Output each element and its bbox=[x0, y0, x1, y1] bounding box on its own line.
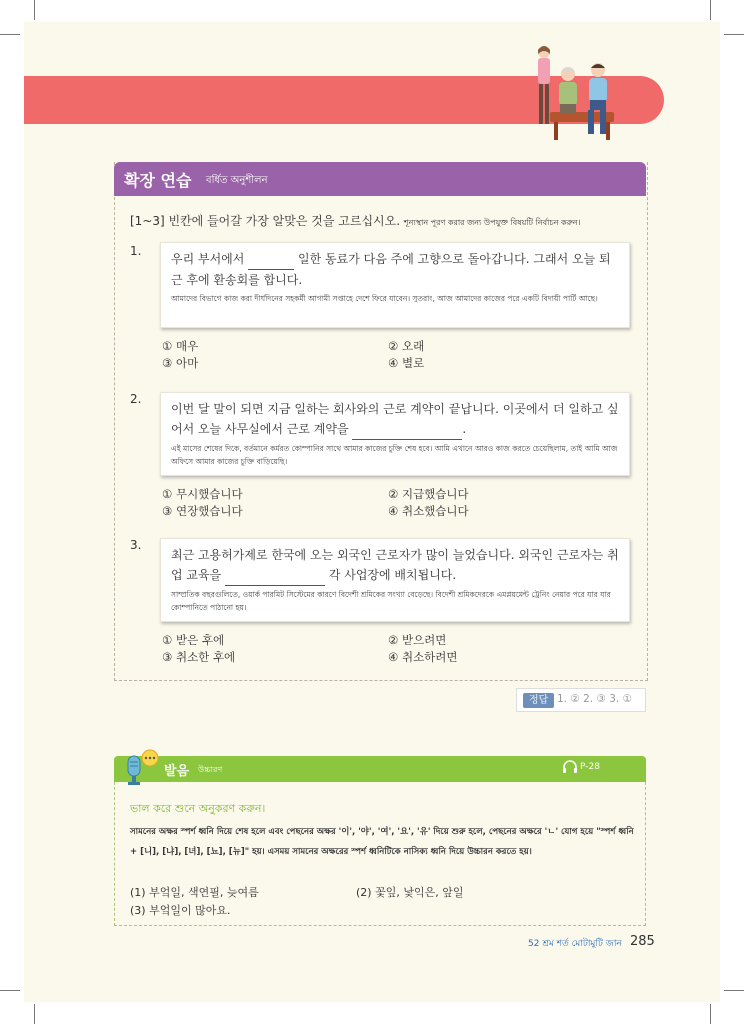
microphone-icon bbox=[122, 748, 162, 788]
question-translation: আমাদের বিভাগে কাজ করা দীর্ঘদিনের সহকর্মী আগামী সপ্তাহে দেশে ফিরে যাবেন। সুতরাং, আজ আমাদের কাজের পরে একটি বিদায়ী পার্টি আছে। bbox=[171, 294, 598, 303]
question-number: 3. bbox=[130, 538, 142, 552]
question-text bbox=[171, 545, 619, 586]
question-text bbox=[171, 249, 619, 290]
crop-mark bbox=[34, 1004, 35, 1024]
crop-mark bbox=[724, 990, 744, 991]
option[interactable]: ④ 취소했습니다 bbox=[388, 504, 469, 518]
option[interactable]: ② 오래 bbox=[388, 339, 425, 353]
crop-mark bbox=[724, 34, 744, 35]
headphones-icon bbox=[562, 760, 578, 774]
option[interactable]: ④ 취소하려면 bbox=[388, 650, 458, 664]
pronunciation-explanation: সামনের অক্ষর স্পর্শ ধ্বনি দিয়ে শেষ হলে এবং পেছনের অক্ষর '이', '야', '여', '요', '유' দিয়ে শুরু হলে, পেছনের অক্ষরে 'ㄴ' যোগ হয়ে "স্পর্শ ধ্বনি + [니], [냐], [녀], [뇨], [뉴]" হয়। এসময় সামনের অক্ষরের স্পর্শ ধ্বনিটিকে নাসিক্য ধ্বনি দিয়ে উচ্চারন করতে হয়। bbox=[130, 827, 634, 857]
practice-section-header bbox=[114, 162, 646, 196]
people-illustration bbox=[528, 40, 624, 144]
answer-tag: 정답 bbox=[523, 693, 554, 708]
answer-values: 1. ② 2. ③ 3. ① bbox=[557, 693, 632, 705]
question-number: 2. bbox=[130, 392, 142, 406]
pronunciation-header bbox=[114, 756, 646, 782]
option[interactable]: ① 받은 후에 bbox=[162, 633, 225, 647]
question-text bbox=[171, 399, 619, 440]
section-title-bn: বর্ধিত অনুশীলন bbox=[206, 175, 268, 186]
question-card bbox=[160, 392, 630, 476]
crop-mark bbox=[0, 34, 20, 35]
question-text-a: 최근 고용허가제로 한국에 오는 외국인 근로자가 많이 늘었습니다. 외국인 근로자는 취업 교육을 bbox=[171, 548, 619, 582]
option[interactable]: ① 무시했습니다 bbox=[162, 487, 243, 501]
option[interactable]: ④ 별로 bbox=[388, 356, 425, 370]
pronunciation-title-bn: উচ্চারণ bbox=[198, 765, 223, 774]
pronunciation-example: (1) 부엌일, 색연필, 늦여름 bbox=[130, 886, 259, 899]
option[interactable]: ② 지급했습니다 bbox=[388, 487, 469, 501]
question-translation: এই মাসের শেষের দিকে, বর্তমানে কর্মরত কোম্পানির সাথে আমার কাজের চুক্তি শেষ হবে। আমি এখানে আরও কাজ করতে চেয়েছিলাম, তাই আমি আজ অফিসে আমার কাজের চুক্তি বাড়িয়েছি। bbox=[171, 444, 618, 466]
audio-track[interactable]: P-28 bbox=[580, 762, 600, 772]
option[interactable]: ③ 아마 bbox=[162, 356, 199, 370]
question-translation: সাম্প্রতিক বছরগুলিতে, ওয়ার্ক পারমিট সিস্টেমের কারণে বিদেশী শ্রমিকের সংখ্যা বেড়েছে। বিদেশী শ্রমিকদেরকে এমপ্লয়মেন্ট ট্রেনিং নেয়ার পরে যার যার কোম্পানিতে পাঠানো হয়। bbox=[171, 590, 611, 612]
question-text-b: 각 사업장에 배치됩니다. bbox=[328, 568, 457, 582]
answer-blank bbox=[352, 419, 462, 440]
option[interactable]: ② 받으려면 bbox=[388, 633, 447, 647]
pronunciation-heading: ভাল করে শুনে অনুকরণ করুন। bbox=[130, 802, 266, 815]
crop-mark bbox=[34, 0, 35, 20]
instruction bbox=[130, 212, 580, 230]
footer-chapter: 52 শ্রম শর্ত মোটামুটি জান bbox=[528, 939, 622, 949]
instruction-bn: শূন্যস্থান পূরণ করার জন্য উপযুক্ত বিষয়টি নির্বাচন করুন। bbox=[403, 218, 581, 227]
question-card bbox=[160, 538, 630, 622]
question-text-a: 이번 달 말이 되면 지금 일하는 회사와의 근로 계약이 끝납니다. 이곳에서 더 일하고 싶어서 오늘 사무실에서 근로 계약을 bbox=[171, 402, 619, 436]
page-number: 285 bbox=[630, 934, 655, 949]
question-text-b: . bbox=[462, 422, 467, 436]
answer-blank bbox=[248, 249, 294, 270]
answer-key bbox=[516, 688, 646, 712]
question-text-b: 일한 동료가 다음 주에 고향으로 돌아갑니다. 그래서 오늘 퇴근 후에 환송회를 합니다. bbox=[171, 252, 611, 287]
question-number: 1. bbox=[130, 244, 142, 258]
pronunciation-title: 발음 bbox=[164, 764, 190, 779]
section-title: 확장 연습 bbox=[124, 171, 192, 190]
crop-mark bbox=[710, 1004, 711, 1024]
question-card bbox=[160, 242, 630, 328]
option[interactable]: ① 매우 bbox=[162, 339, 199, 353]
crop-mark bbox=[0, 990, 20, 991]
answer-blank bbox=[225, 565, 325, 586]
pronunciation-example: (2) 꽃잎, 낯익은, 앞일 bbox=[356, 886, 464, 899]
instruction-ko: [1~3] 빈칸에 들어갈 가장 알맞은 것을 고르십시오. bbox=[130, 214, 401, 228]
question-text-a: 우리 부서에서 bbox=[171, 252, 245, 266]
crop-mark bbox=[710, 0, 711, 20]
option[interactable]: ③ 취소한 후에 bbox=[162, 650, 236, 664]
pronunciation-example: (3) 부엌일이 많아요. bbox=[130, 904, 231, 917]
option[interactable]: ③ 연장했습니다 bbox=[162, 504, 243, 518]
